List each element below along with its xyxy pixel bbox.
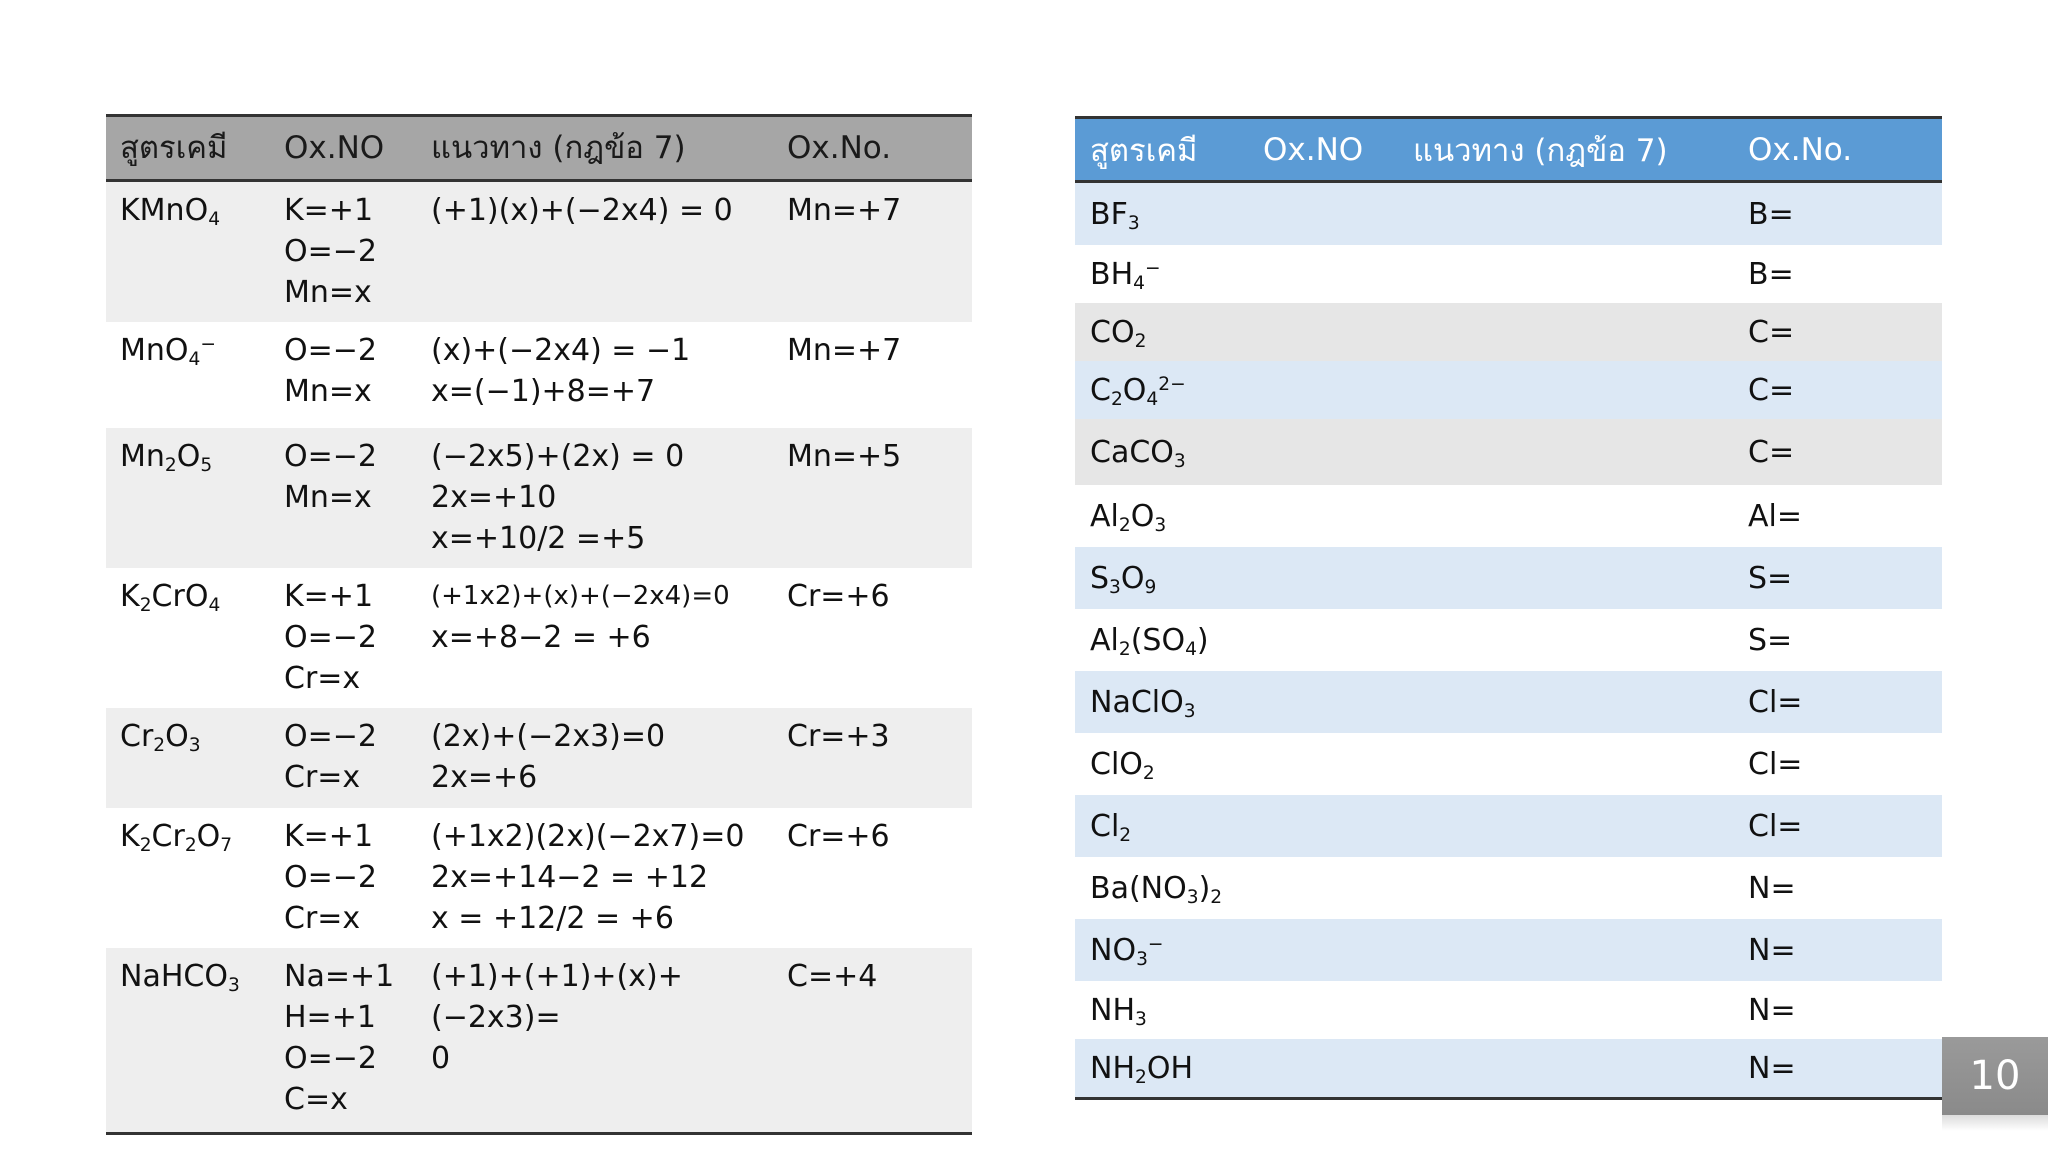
- table-row: [1075, 183, 1942, 245]
- cell-formula: $Mn_2O_5$: [120, 439, 213, 477]
- cell-result: S=: [1748, 622, 1793, 658]
- cell-line: Mn=x: [284, 374, 372, 409]
- table-row: [106, 568, 972, 708]
- cell-result: Cl=: [1748, 746, 1803, 782]
- cell-line: K=+1: [284, 819, 374, 854]
- cell-ox-values: [284, 428, 431, 568]
- table-row: [1075, 419, 1942, 485]
- cell-formula: $CO_2$: [1090, 314, 1147, 352]
- table-row: [1075, 671, 1942, 733]
- cell-formula: $BH_4^-$: [1090, 256, 1161, 294]
- table-row: [1075, 733, 1942, 795]
- cell-line: 2x=+10: [431, 480, 557, 515]
- cell-line: (2x)+(−2x3)=0: [431, 719, 666, 754]
- cell-approach: [431, 948, 787, 1132]
- cell-formula: $Al_2(SO_4)$: [1090, 622, 1209, 660]
- cell-formula: KMnO$_4$: [120, 193, 221, 231]
- page-number: 10: [1942, 1037, 2048, 1115]
- table-row: [1075, 485, 1942, 547]
- cell-line: K=+1: [284, 579, 374, 614]
- cell-approach: [431, 808, 787, 948]
- cell-line: O=−2: [284, 620, 377, 655]
- cell-formula: $K_2Cr_2O_7$: [120, 819, 233, 857]
- cell-line: O=−2: [284, 1041, 377, 1076]
- cell-line: Mn=x: [284, 480, 372, 515]
- cell-formula: $C_2O_4^{2-}$: [1090, 372, 1186, 410]
- table-body: [106, 182, 972, 1132]
- cell-line: O=−2: [284, 333, 377, 368]
- cell-line: Cr=x: [284, 760, 361, 795]
- cell-result: Cr=+6: [787, 819, 890, 854]
- table-row: [106, 808, 972, 948]
- table-body: [1075, 183, 1942, 1097]
- header-result: Ox.No.: [787, 130, 892, 166]
- cell-line: O=−2: [284, 719, 377, 754]
- cell-approach: [431, 708, 787, 808]
- cell-line: (x)+(−2x4) = −1: [431, 333, 691, 368]
- cell-line: (+1x2)+(x)+(−2x4)=0: [431, 581, 730, 611]
- table-header: [1075, 116, 1942, 183]
- cell-line: (+1x2)(2x)(−2x7)=0: [431, 819, 745, 854]
- cell-result: C=: [1748, 372, 1795, 408]
- table-row: [106, 428, 972, 568]
- cell-formula: $NH_3$: [1090, 992, 1147, 1030]
- cell-line: (+1)+(+1)+(x)+(−2x3)=: [431, 959, 683, 1035]
- cell-formula: MnO$_4$−: [120, 333, 216, 371]
- header-ox-no: Ox.NO: [284, 130, 385, 166]
- cell-result: Cr=+6: [787, 579, 890, 614]
- table-row: [1075, 303, 1942, 361]
- table-row: [1075, 609, 1942, 671]
- cell-line: H=+1: [284, 1000, 376, 1035]
- cell-result: Mn=+7: [787, 193, 902, 228]
- cell-line: (+1)(x)+(−2x4) = 0: [431, 193, 733, 228]
- header-formula: สูตรเคมี: [120, 130, 228, 166]
- cell-line: 2x=+14−2 = +12: [431, 860, 709, 895]
- cell-line: O=−2: [284, 234, 377, 269]
- cell-formula: ClO$_2$: [1090, 746, 1155, 784]
- cell-result: B=: [1748, 256, 1794, 292]
- cell-result: N=: [1748, 932, 1796, 968]
- table-row: [106, 948, 972, 1132]
- header-approach: แนวทาง (กฎข้อ 7): [431, 130, 686, 166]
- cell-formula: $S_3O_9$: [1090, 560, 1157, 598]
- cell-formula: $BF_3$: [1090, 196, 1140, 234]
- table-row: [1075, 361, 1942, 419]
- table-row: [1075, 981, 1942, 1039]
- cell-result: B=: [1748, 196, 1794, 232]
- cell-approach: [431, 322, 787, 428]
- cell-result: C=: [1748, 434, 1795, 470]
- cell-line: 2x=+6: [431, 760, 538, 795]
- cell-formula: NaHCO$_3$: [120, 959, 240, 997]
- cell-ox-values: [284, 568, 431, 708]
- oxidation-table-solved: [106, 114, 972, 1135]
- table-header: [106, 117, 972, 182]
- cell-approach: [431, 182, 787, 322]
- cell-ox-values: [284, 322, 431, 428]
- cell-approach: [431, 568, 787, 708]
- cell-line: Cr=x: [284, 661, 361, 696]
- cell-result: Mn=+5: [787, 439, 902, 474]
- cell-line: x = +12/2 = +6: [431, 901, 674, 936]
- header-ox-no: Ox.NO: [1263, 131, 1364, 168]
- header-result: Ox.No.: [1748, 131, 1853, 168]
- oxidation-table-exercise: [1075, 116, 1942, 1100]
- table-row: [106, 322, 972, 428]
- table-row: [1075, 795, 1942, 857]
- cell-line: Na=+1: [284, 959, 395, 994]
- cell-formula: CaCO$_3$: [1090, 434, 1186, 472]
- cell-formula: $Cr_2O_3$: [120, 719, 201, 757]
- cell-line: (−2x5)+(2x) = 0: [431, 439, 685, 474]
- cell-line: K=+1: [284, 193, 374, 228]
- table-row: [1075, 857, 1942, 919]
- cell-result: Cl=: [1748, 808, 1803, 844]
- cell-formula: $K_2CrO_4$: [120, 579, 221, 617]
- cell-result: Cr=+3: [787, 719, 890, 754]
- cell-ox-values: [284, 182, 431, 322]
- cell-line: x=+10/2 =+5: [431, 521, 646, 556]
- cell-result: N=: [1748, 992, 1796, 1028]
- table-row: [1075, 1039, 1942, 1097]
- cell-formula: $Cl_2$: [1090, 808, 1132, 846]
- cell-result: Cl=: [1748, 684, 1803, 720]
- header-formula: สูตรเคมี: [1090, 132, 1198, 169]
- cell-line: O=−2: [284, 439, 377, 474]
- cell-line: x=+8−2 = +6: [431, 620, 651, 655]
- cell-line: 0: [431, 1041, 451, 1076]
- cell-ox-values: [284, 708, 431, 808]
- header-approach: แนวทาง (กฎข้อ 7): [1413, 132, 1668, 169]
- cell-result: Al=: [1748, 498, 1802, 534]
- cell-line: Mn=x: [284, 275, 372, 310]
- cell-ox-values: [284, 948, 431, 1132]
- cell-formula: $Ba(NO_3)_2$: [1090, 870, 1223, 908]
- cell-approach: [431, 428, 787, 568]
- table-row: [106, 182, 972, 322]
- cell-result: S=: [1748, 560, 1793, 596]
- table-row: [1075, 245, 1942, 303]
- cell-formula: $NO_3^-$: [1090, 932, 1164, 970]
- cell-formula: NaClO$_3$: [1090, 684, 1196, 722]
- cell-line: x=(−1)+8=+7: [431, 374, 656, 409]
- cell-result: N=: [1748, 1050, 1796, 1086]
- cell-result: C=: [1748, 314, 1795, 350]
- table-row: [1075, 547, 1942, 609]
- cell-result: Mn=+7: [787, 333, 902, 368]
- cell-formula: $Al_2O_3$: [1090, 498, 1167, 536]
- cell-line: O=−2: [284, 860, 377, 895]
- cell-result: N=: [1748, 870, 1796, 906]
- cell-result: C=+4: [787, 959, 878, 994]
- cell-ox-values: [284, 808, 431, 948]
- cell-formula: $NH_2OH$: [1090, 1050, 1194, 1088]
- cell-line: Cr=x: [284, 901, 361, 936]
- page-number-reflection: [1942, 1115, 2048, 1131]
- cell-line: C=x: [284, 1082, 348, 1117]
- table-row: [1075, 919, 1942, 981]
- table-row: [106, 708, 972, 808]
